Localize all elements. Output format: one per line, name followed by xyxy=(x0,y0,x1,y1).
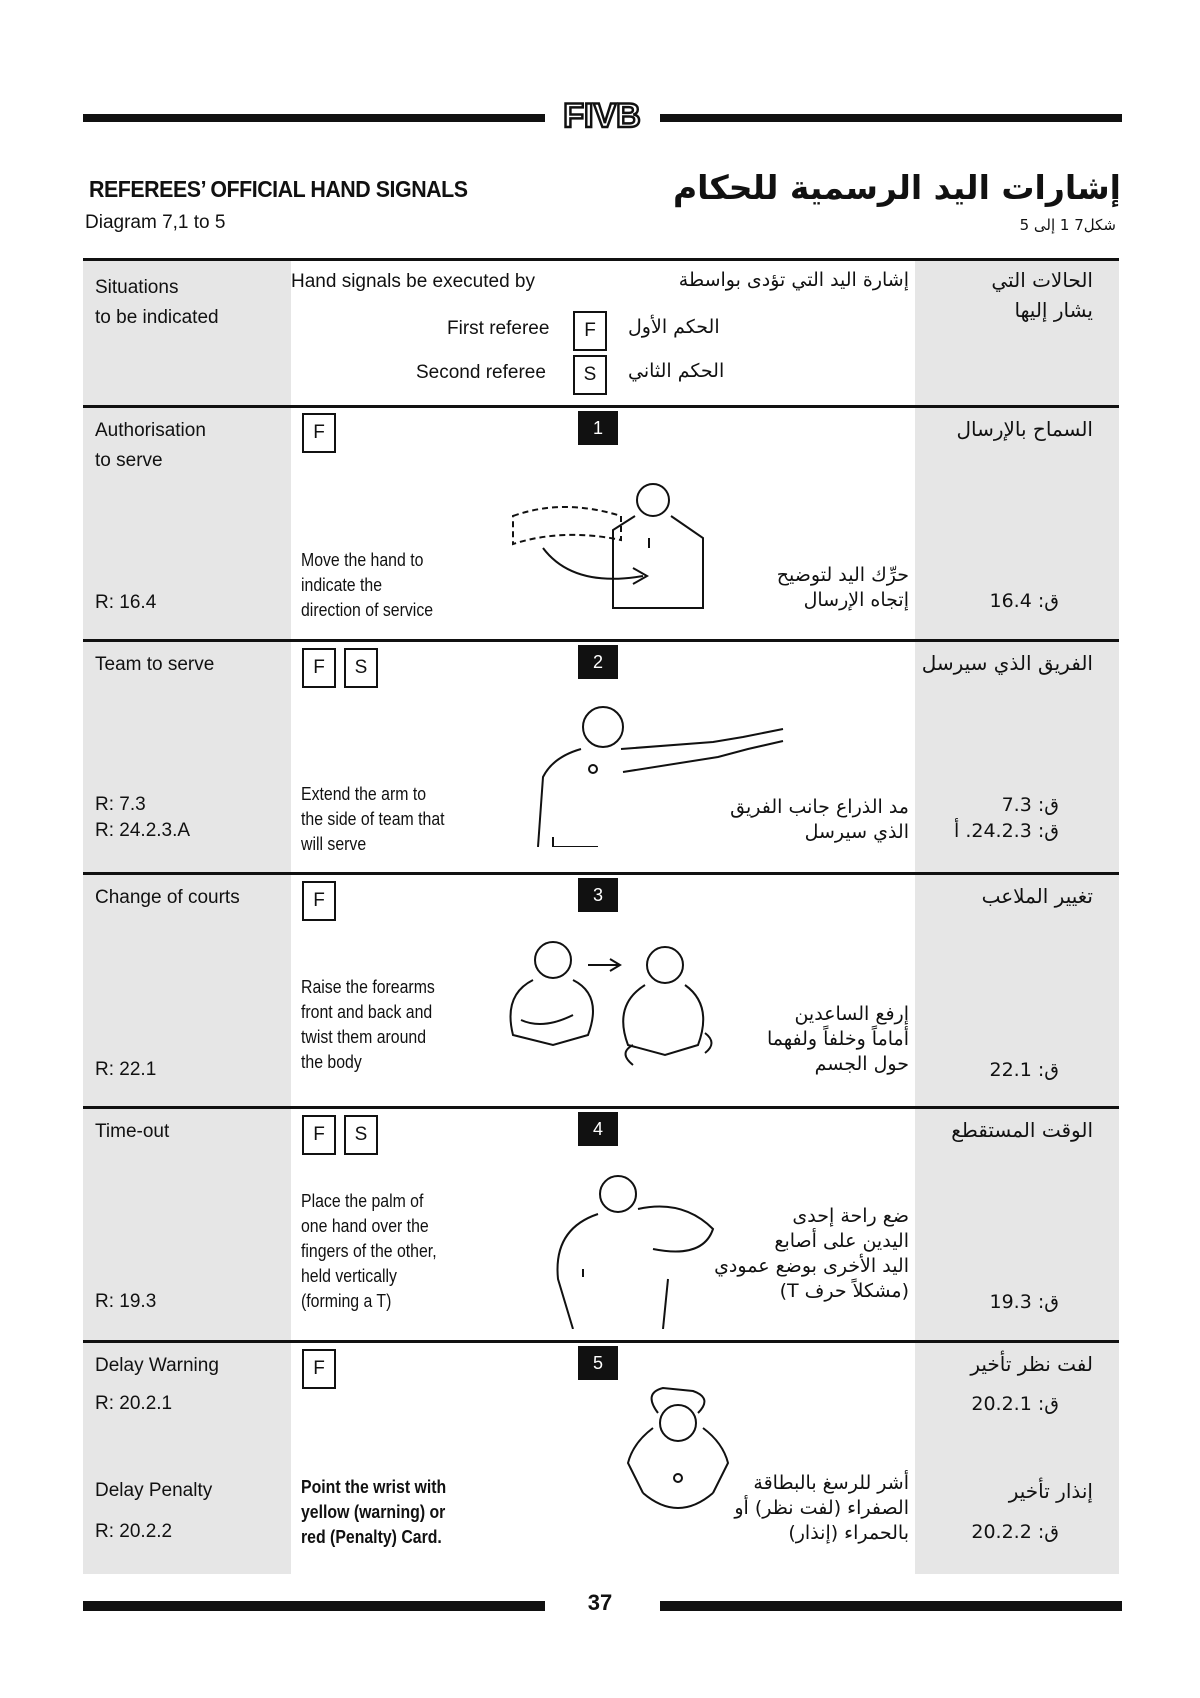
signal-row-3 xyxy=(83,872,1119,1106)
signal-4-left-cell xyxy=(83,1109,291,1340)
signal-5-description-en xyxy=(301,1475,468,1550)
signal-4-desc-en-line2: one hand over the xyxy=(301,1216,429,1236)
signal-4-desc-en-line5: (forming a T) xyxy=(301,1291,392,1311)
signal-5-rule-2-ar: ق: 20.2.2 xyxy=(971,1521,1059,1543)
signal-2-situation: Team to serve xyxy=(95,654,215,675)
second-referee-box: S xyxy=(573,355,607,395)
table-header-row xyxy=(83,258,1119,405)
signal-2-rule-1: R: 7.3 xyxy=(95,794,146,815)
signal-2-number: 2 xyxy=(578,645,618,679)
signal-2-desc-en-line3: will serve xyxy=(301,834,367,854)
signal-3-rule-ar: ق: 22.1 xyxy=(989,1059,1059,1081)
signal-5-rule-2: R: 20.2.2 xyxy=(95,1521,173,1542)
bottom-rule-right xyxy=(660,1601,1122,1611)
signal-3-desc-en-line1: Raise the forearms xyxy=(301,977,435,997)
signal-3-desc-en-line3: twist them around xyxy=(301,1027,427,1047)
bottom-rule-left xyxy=(83,1601,545,1611)
page-number: 37 xyxy=(587,1590,613,1615)
signal-2-desc-ar-line2: الذي سيرسل xyxy=(804,821,909,843)
signal-3-description-en xyxy=(301,975,468,1075)
signal-5-situation-2: Delay Penalty xyxy=(95,1480,213,1501)
signal-1-desc-en-line2: indicate the xyxy=(301,575,383,595)
second-referee-en: Second referee xyxy=(416,362,546,383)
signal-5-right-cell xyxy=(915,1343,1119,1574)
signal-1-situation-line1: Authorisation xyxy=(95,420,206,441)
signal-5-number: 5 xyxy=(578,1346,618,1380)
signal-5-desc-en-line2: yellow (warning) or xyxy=(301,1502,446,1522)
executed-by-ar: إشارة اليد التي تؤدى بواسطة xyxy=(678,269,909,291)
signal-3-desc-en-line2: front and back and xyxy=(301,1002,433,1022)
situations-label-line1: Situations xyxy=(95,277,179,298)
signal-2-box-first-referee: F xyxy=(302,648,336,688)
signal-4-desc-ar-line1: ضع راحة إحدى xyxy=(792,1205,909,1227)
signal-4-right-cell xyxy=(915,1109,1119,1340)
signal-4-desc-en-line1: Place the palm of xyxy=(301,1191,424,1211)
signal-4-desc-ar-line4: (مشكلاً حرف T) xyxy=(779,1280,909,1302)
signal-5-desc-ar-line1: أشر للرسغ بالبطاقة xyxy=(753,1472,909,1494)
signal-row-2 xyxy=(83,639,1119,872)
signal-4-desc-en-line3: fingers of the other, xyxy=(301,1241,437,1261)
signal-5-desc-en-line3: red (Penalty) Card. xyxy=(301,1527,442,1547)
first-referee-en: First referee xyxy=(447,318,550,339)
signal-row-5 xyxy=(83,1340,1119,1574)
signal-5-desc-ar-line3: بالحمراء (إنذار) xyxy=(788,1522,909,1544)
signal-3-right-cell xyxy=(915,875,1119,1106)
signal-5-desc-en-line1: Point the wrist with xyxy=(301,1477,447,1497)
signal-row-1 xyxy=(83,405,1119,639)
signal-4-description-ar xyxy=(659,1204,909,1304)
executed-by-en: Hand signals be executed by xyxy=(291,271,535,292)
signal-2-desc-en-line2: the side of team that xyxy=(301,809,445,829)
signal-2-desc-ar-line1: مد الذراع جانب الفريق xyxy=(730,796,909,818)
signal-1-number: 1 xyxy=(578,411,618,445)
signal-5-rule-ar: ق: 20.2.1 xyxy=(971,1393,1059,1415)
signal-5-desc-ar-line2: الصفراء (لفت نظر) أو xyxy=(734,1497,909,1519)
signal-1-desc-en-line3: direction of service xyxy=(301,600,434,620)
signal-row-4 xyxy=(83,1106,1119,1340)
signal-2-description-ar xyxy=(659,795,909,845)
signal-5-description-ar xyxy=(659,1471,909,1546)
signal-1-rule: R: 16.4 xyxy=(95,592,157,613)
signal-3-desc-en-line4: the body xyxy=(301,1052,362,1072)
signal-3-left-cell xyxy=(83,875,291,1106)
signal-4-description-en xyxy=(301,1189,468,1314)
signals-table xyxy=(83,258,1119,1574)
signal-4-desc-ar-line3: اليد الأخرى بوضع عمودي xyxy=(714,1255,909,1277)
header-right-cell xyxy=(915,261,1119,405)
signal-5-situation: Delay Warning xyxy=(95,1355,219,1376)
top-rule-right xyxy=(660,114,1122,122)
signal-1-right-cell xyxy=(915,408,1119,639)
signal-1-description-en xyxy=(301,548,468,623)
signal-1-box-first-referee: F xyxy=(302,413,336,453)
signal-3-desc-ar-line3: حول الجسم xyxy=(814,1053,909,1075)
signal-2-rule-ar-2: ق: 24.2.3. أ xyxy=(954,820,1059,842)
signal-2-right-cell xyxy=(915,642,1119,872)
signal-4-desc-ar-line2: اليدين على أصابع xyxy=(774,1230,909,1252)
signal-1-rule-ar: ق: 16.4 xyxy=(989,590,1059,612)
signal-5-left-cell xyxy=(83,1343,291,1574)
signal-1-desc-en-line1: Move the hand to xyxy=(301,550,424,570)
signal-1-left-cell xyxy=(83,408,291,639)
signal-4-box-second-referee: S xyxy=(344,1115,378,1155)
signal-2-desc-en-line1: Extend the arm to xyxy=(301,784,427,804)
situations-ar-line2: يشار إليها xyxy=(1014,298,1093,322)
first-referee-box: F xyxy=(573,311,607,351)
signal-4-number: 4 xyxy=(578,1112,618,1146)
second-referee-ar: الحكم الثاني xyxy=(628,360,725,382)
signal-5-box-first-referee: F xyxy=(302,1349,336,1389)
signal-4-box-first-referee: F xyxy=(302,1115,336,1155)
page-subtitle-en: Diagram 7,1 to 5 xyxy=(85,212,226,233)
page-subtitle-ar: شكل7 1 إلى 5 xyxy=(1019,216,1116,234)
top-rule-left xyxy=(83,114,545,122)
signal-3-rule: R: 22.1 xyxy=(95,1059,157,1080)
signal-5-situation-ar: لفت نظر تأخير xyxy=(970,1352,1093,1376)
signal-4-situation: Time-out xyxy=(95,1121,170,1142)
page-title-en: REFEREES’ OFFICIAL HAND SIGNALS xyxy=(89,176,468,202)
signal-3-situation: Change of courts xyxy=(95,887,240,908)
signal-2-rule-ar-1: ق: 7.3 xyxy=(1001,794,1059,816)
fivb-logo-text: FIVB xyxy=(563,97,641,134)
signal-2-rule-2: R: 24.2.3.A xyxy=(95,820,191,841)
signal-3-desc-ar-line2: أماماً وخلفاً ولفهما xyxy=(766,1028,909,1050)
signal-5-situation-2-ar: إنذار تأخير xyxy=(1008,1479,1093,1503)
page-title-ar: إشارات اليد الرسمية للحكام xyxy=(672,168,1121,207)
signal-3-number: 3 xyxy=(578,878,618,912)
signal-2-situation-ar: الفريق الذي سيرسل xyxy=(921,651,1093,675)
signal-3-box-first-referee: F xyxy=(302,881,336,921)
signal-1-situation-ar: السماح بالإرسال xyxy=(956,417,1093,441)
signal-4-desc-en-line4: held vertically xyxy=(301,1266,397,1286)
signal-4-rule: R: 19.3 xyxy=(95,1291,157,1312)
signal-4-rule-ar: ق: 19.3 xyxy=(989,1291,1059,1313)
signal-1-desc-ar-line2: إتجاه الإرسال xyxy=(803,589,909,611)
signal-2-left-cell xyxy=(83,642,291,872)
first-referee-ar: الحكم الأول xyxy=(628,316,720,338)
signal-3-desc-ar-line1: إرفع الساعدين xyxy=(794,1003,909,1025)
signal-1-description-ar xyxy=(659,563,909,613)
signal-2-description-en xyxy=(301,782,468,857)
signal-1-desc-ar-line1: حرِّك اليد لتوضيح xyxy=(776,564,909,586)
signal-3-description-ar xyxy=(659,1002,909,1077)
situations-label-line2: to be indicated xyxy=(95,307,219,328)
signal-5-rule: R: 20.2.1 xyxy=(95,1393,173,1414)
signal-1-situation-line2: to serve xyxy=(95,450,163,471)
signal-3-situation-ar: تغيير الملاعب xyxy=(981,884,1093,908)
situations-ar-line1: الحالات التي xyxy=(991,268,1093,292)
signal-4-situation-ar: الوقت المستقطع xyxy=(951,1118,1093,1142)
fivb-logo xyxy=(550,96,654,134)
header-left-cell xyxy=(83,261,291,405)
signal-2-box-second-referee: S xyxy=(344,648,378,688)
